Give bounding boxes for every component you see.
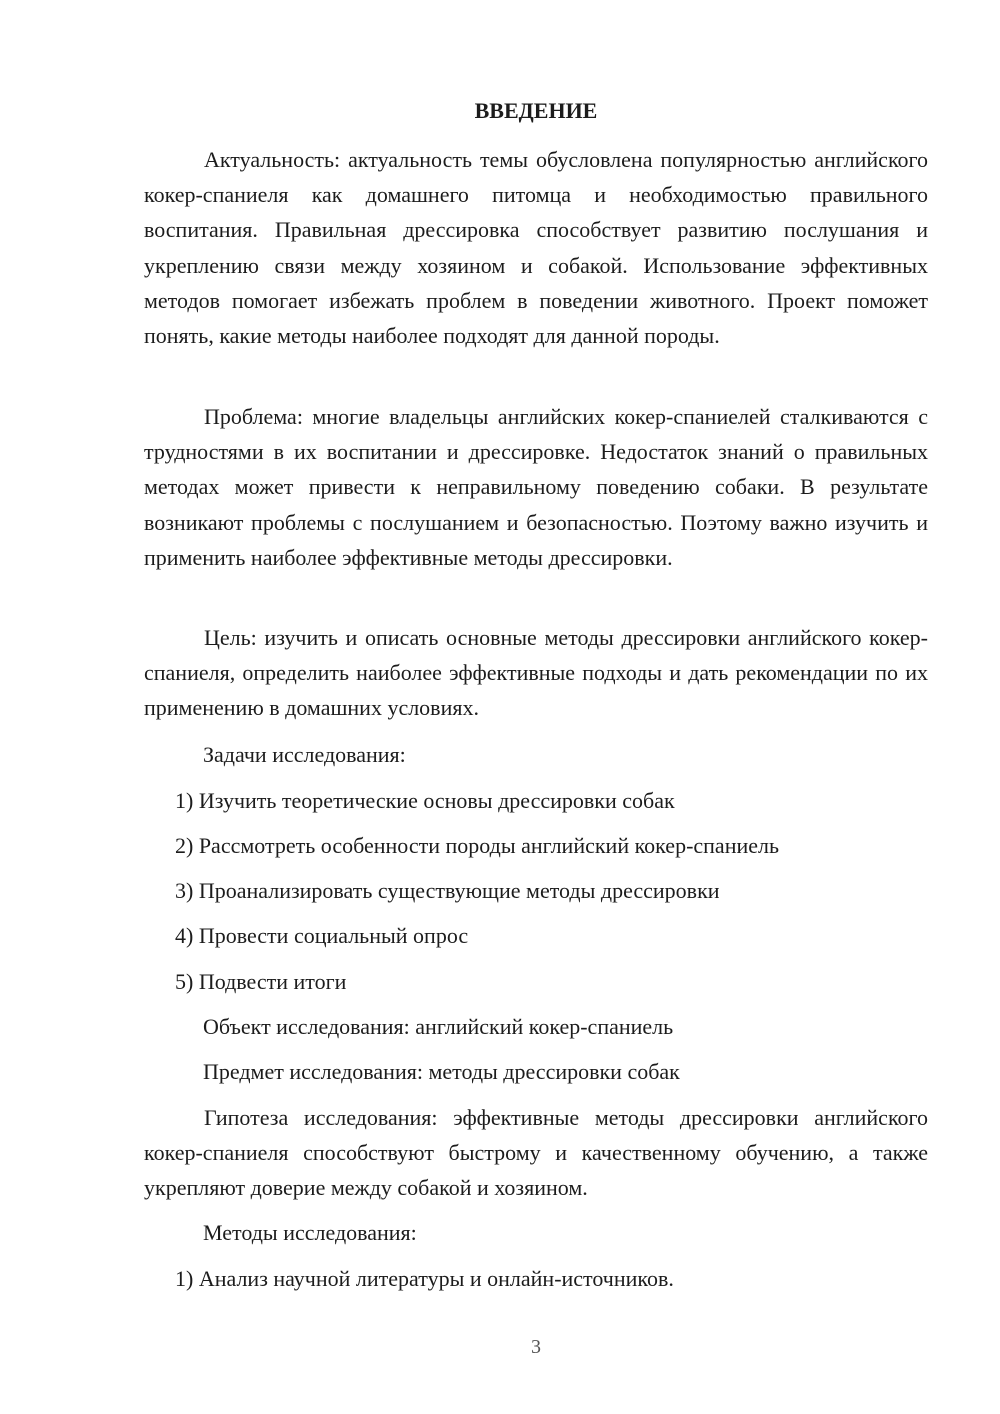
- method-item: 1) Анализ научной литературы и онлайн-источников.: [175, 1266, 674, 1291]
- task-item: 4) Провести социальный опрос: [175, 923, 469, 948]
- task-item: 3) Проанализировать существующие методы дрессировки: [175, 878, 720, 903]
- tasks-heading: Задачи исследования:: [203, 742, 406, 767]
- problem-paragraph: Проблема: многие владельцы английских кокер-спаниелей сталкиваются с трудностями в их воспитании и дрессировке. Недостаток знаний о правильных методах может привести к неправильному поведению собаки. В результате возникают проблемы с послушанием и безопасностью. Поэтому важно изучить и применить наиболее эффективные методы дрессировки.: [144, 404, 928, 570]
- hypothesis-paragraph: Гипотеза исследования: эффективные методы дрессировки английского кокер-спаниеля способствуют быстрому и качественному обучению, а также укрепляют доверие между собакой и хозяином.: [144, 1105, 928, 1201]
- goal-paragraph: Цель: изучить и описать основные методы дрессировки английского кокер-спаниеля, определить наиболее эффективные подходы и дать рекомендации по их применению в домашних условиях.: [144, 625, 928, 721]
- task-item: 1) Изучить теоретические основы дрессировки собак: [175, 788, 675, 813]
- task-item: 2) Рассмотреть особенности породы английский кокер-спаниель: [175, 833, 780, 858]
- page-title: ВВЕДЕНИЕ: [474, 98, 598, 123]
- page-number: 3: [531, 1336, 541, 1358]
- methods-heading: Методы исследования:: [203, 1220, 417, 1245]
- relevance-paragraph: Актуальность: актуальность темы обусловлена популярностью английского кокер-спаниеля как домашнего питомца и необходимостью правильного воспитания. Правильная дрессировка способствует развитию послушания и укреплению связи между хозяином и собакой. Использование эффективных методов помогает избежать проблем в поведении животного. Проект поможет понять, какие методы наиболее подходят для данной породы.: [144, 147, 928, 349]
- research-object: Объект исследования: английский кокер-спаниель: [203, 1014, 674, 1039]
- task-item: 5) Подвести итоги: [175, 969, 347, 994]
- research-subject: Предмет исследования: методы дрессировки собак: [203, 1059, 680, 1084]
